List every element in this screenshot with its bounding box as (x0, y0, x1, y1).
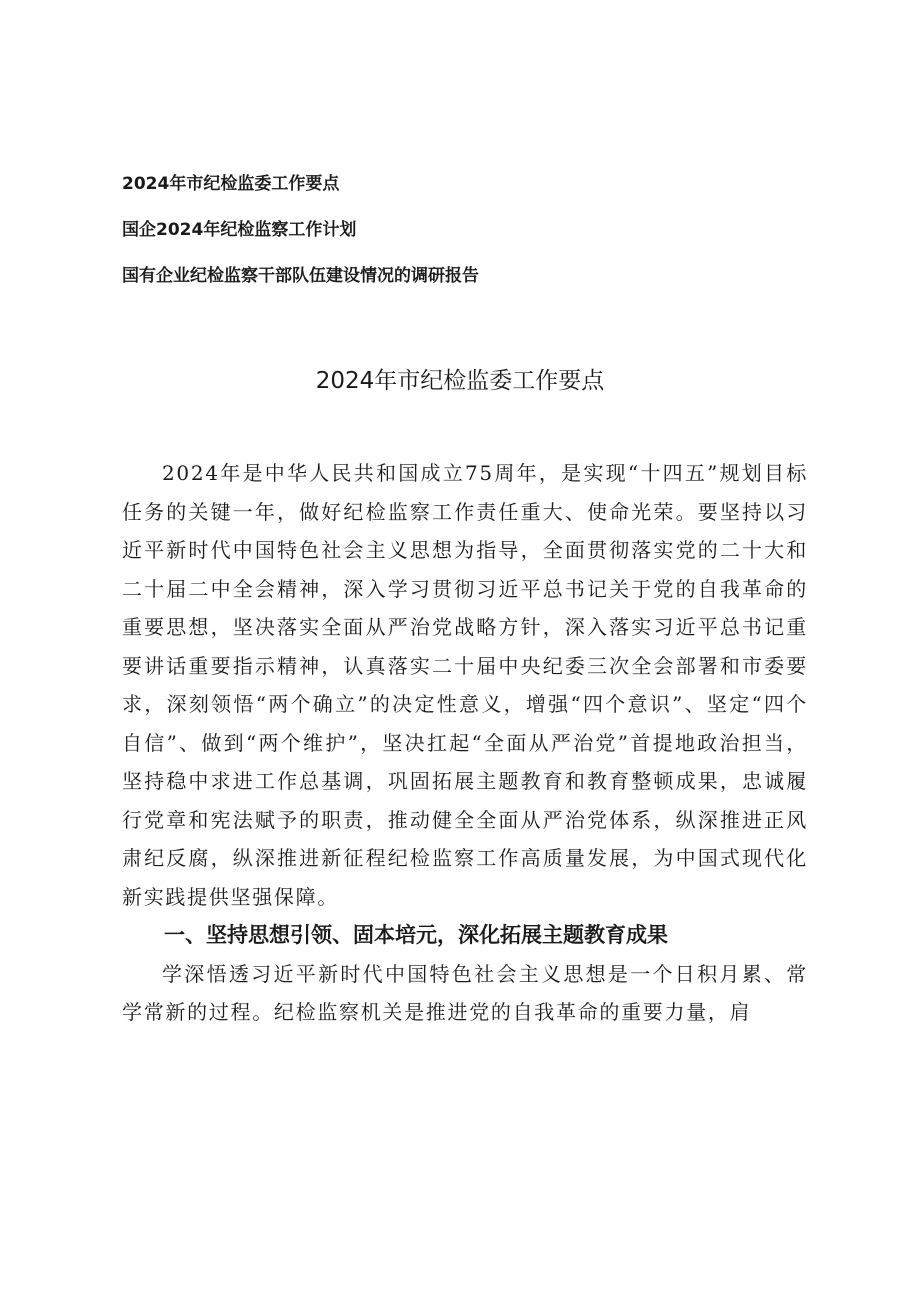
document-title: 2024年市纪检监委工作要点 (315, 368, 605, 394)
toc-item-research-report: 国有企业纪检监察干部队伍建设情况的调研报告 (122, 266, 479, 286)
document-body (122, 454, 808, 1032)
toc-item-soe-plan: 国企2024年纪检监察工作计划 (122, 220, 357, 240)
toc-item-work-points: 2024年市纪检监委工作要点 (122, 174, 340, 194)
section-1-paragraph: 学深悟透习近平新时代中国特色社会主义思想是一个日积月累、常学常新的过程。纪检监察机关是推进党的自我革命的重要力量，肩 (122, 961, 808, 1024)
table-of-contents (122, 172, 802, 310)
section-heading-1: 一、坚持思想引领、固本培元，深化拓展主题教育成果 (164, 923, 668, 947)
intro-paragraph: 2024年是中华人民共和国成立75周年，是实现“十四五”规划目标任务的关键一年，做好纪检监察工作责任重大、使命光荣。要坚持以习近平新时代中国特色社会主义思想为指导，全面贯彻落实党的二十大和二十届二中全会精神，深入学习贯彻习近平总书记关于党的自我革命的重要思想，坚决落实全面从严治党战略方针，深入落实习近平总书记重要讲话重要指示精神，认真落实二十届中央纪委三次全会部署和市委要求，深刻领悟“两个确立”的决定性意义，增强“四个意识”、坚定“四个自信”、做到“两个维护”，坚决扛起“全面从严治党”首提地政治担当，坚持稳中求进工作总基调，巩固拓展主题教育和教育整顿成果，忠诚履行党章和宪法赋予的职责，推动健全全面从严治党体系，纵深推进正风肃纪反腐，纵深推进新征程纪检监察工作高质量发展，为中国式现代化新实践提供坚强保障。 (122, 461, 808, 909)
